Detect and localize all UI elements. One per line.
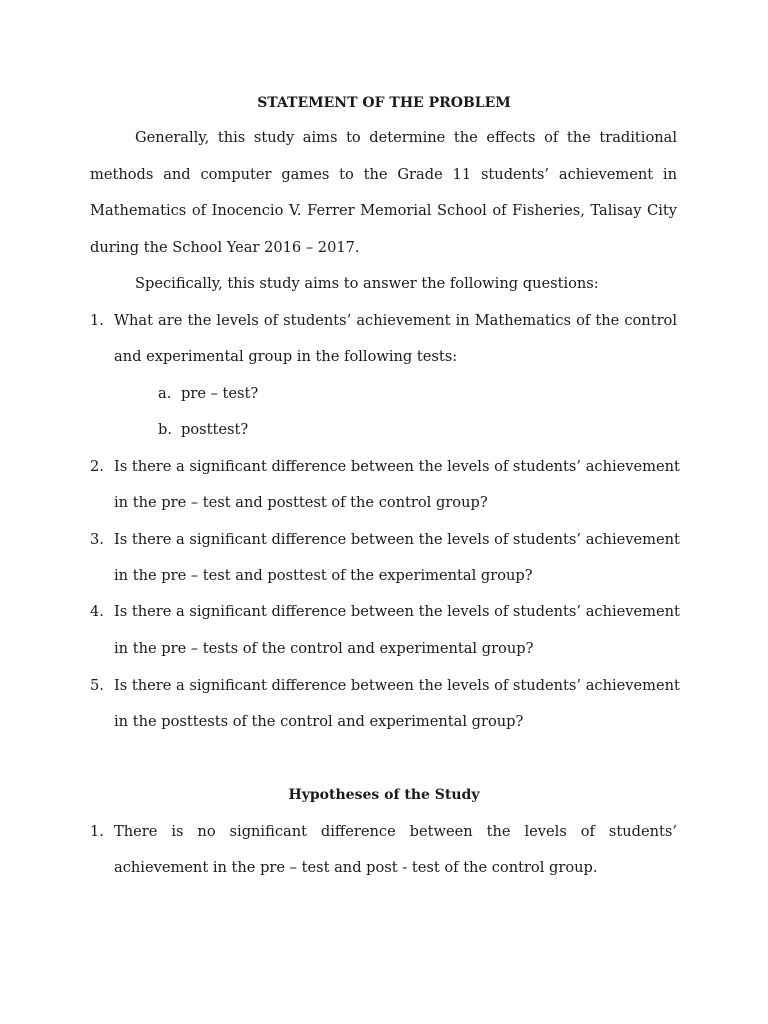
question-3-line-1: Is there a significant difference between the levels of students’ achievement bbox=[114, 531, 680, 548]
question-number: 2. bbox=[90, 458, 104, 475]
question-1-line-1: What are the levels of students’ achievement in Mathematics of the control bbox=[114, 312, 677, 329]
sub-item-letter: b. bbox=[158, 421, 172, 438]
question-2-line-1: Is there a significant difference between the levels of students’ achievement bbox=[114, 458, 680, 475]
specific-intro: Specifically, this study aims to answer the following questions: bbox=[135, 275, 599, 292]
intro-line-4: during the School Year 2016 – 2017. bbox=[90, 239, 360, 256]
question-number: 4. bbox=[90, 603, 104, 620]
sub-item-text: posttest? bbox=[181, 421, 249, 438]
question-5-line-2: in the posttests of the control and experimental group? bbox=[114, 713, 524, 730]
hypothesis-1-line-2: achievement in the pre – test and post - test of the control group. bbox=[114, 859, 598, 876]
sub-item-text: pre – test? bbox=[181, 385, 259, 402]
section-title: STATEMENT OF THE PROBLEM bbox=[257, 95, 511, 111]
question-number: 3. bbox=[90, 531, 104, 548]
hypothesis-1-line-1: There is no significant difference between the levels of students’ bbox=[114, 823, 677, 840]
question-5-line-1: Is there a significant difference between the levels of students’ achievement bbox=[114, 677, 680, 694]
question-1-line-2: and experimental group in the following tests: bbox=[114, 348, 458, 365]
intro-line-2: methods and computer games to the Grade 11 students’ achievement in bbox=[90, 166, 677, 183]
question-4-line-1: Is there a significant difference between the levels of students’ achievement bbox=[114, 603, 680, 620]
sub-item-letter: a. bbox=[158, 385, 172, 402]
intro-line-3: Mathematics of Inocencio V. Ferrer Memorial School of Fisheries, Talisay City bbox=[90, 202, 677, 219]
intro-line-1: Generally, this study aims to determine the effects of the traditional bbox=[135, 129, 677, 146]
question-number: 1. bbox=[90, 312, 104, 329]
hypotheses-title: Hypotheses of the Study bbox=[288, 787, 480, 803]
question-number: 5. bbox=[90, 677, 104, 694]
question-4-line-2: in the pre – tests of the control and experimental group? bbox=[114, 640, 534, 657]
question-2-line-2: in the pre – test and posttest of the control group? bbox=[114, 494, 488, 511]
question-3-line-2: in the pre – test and posttest of the experimental group? bbox=[114, 567, 533, 584]
hypothesis-number: 1. bbox=[90, 823, 104, 840]
